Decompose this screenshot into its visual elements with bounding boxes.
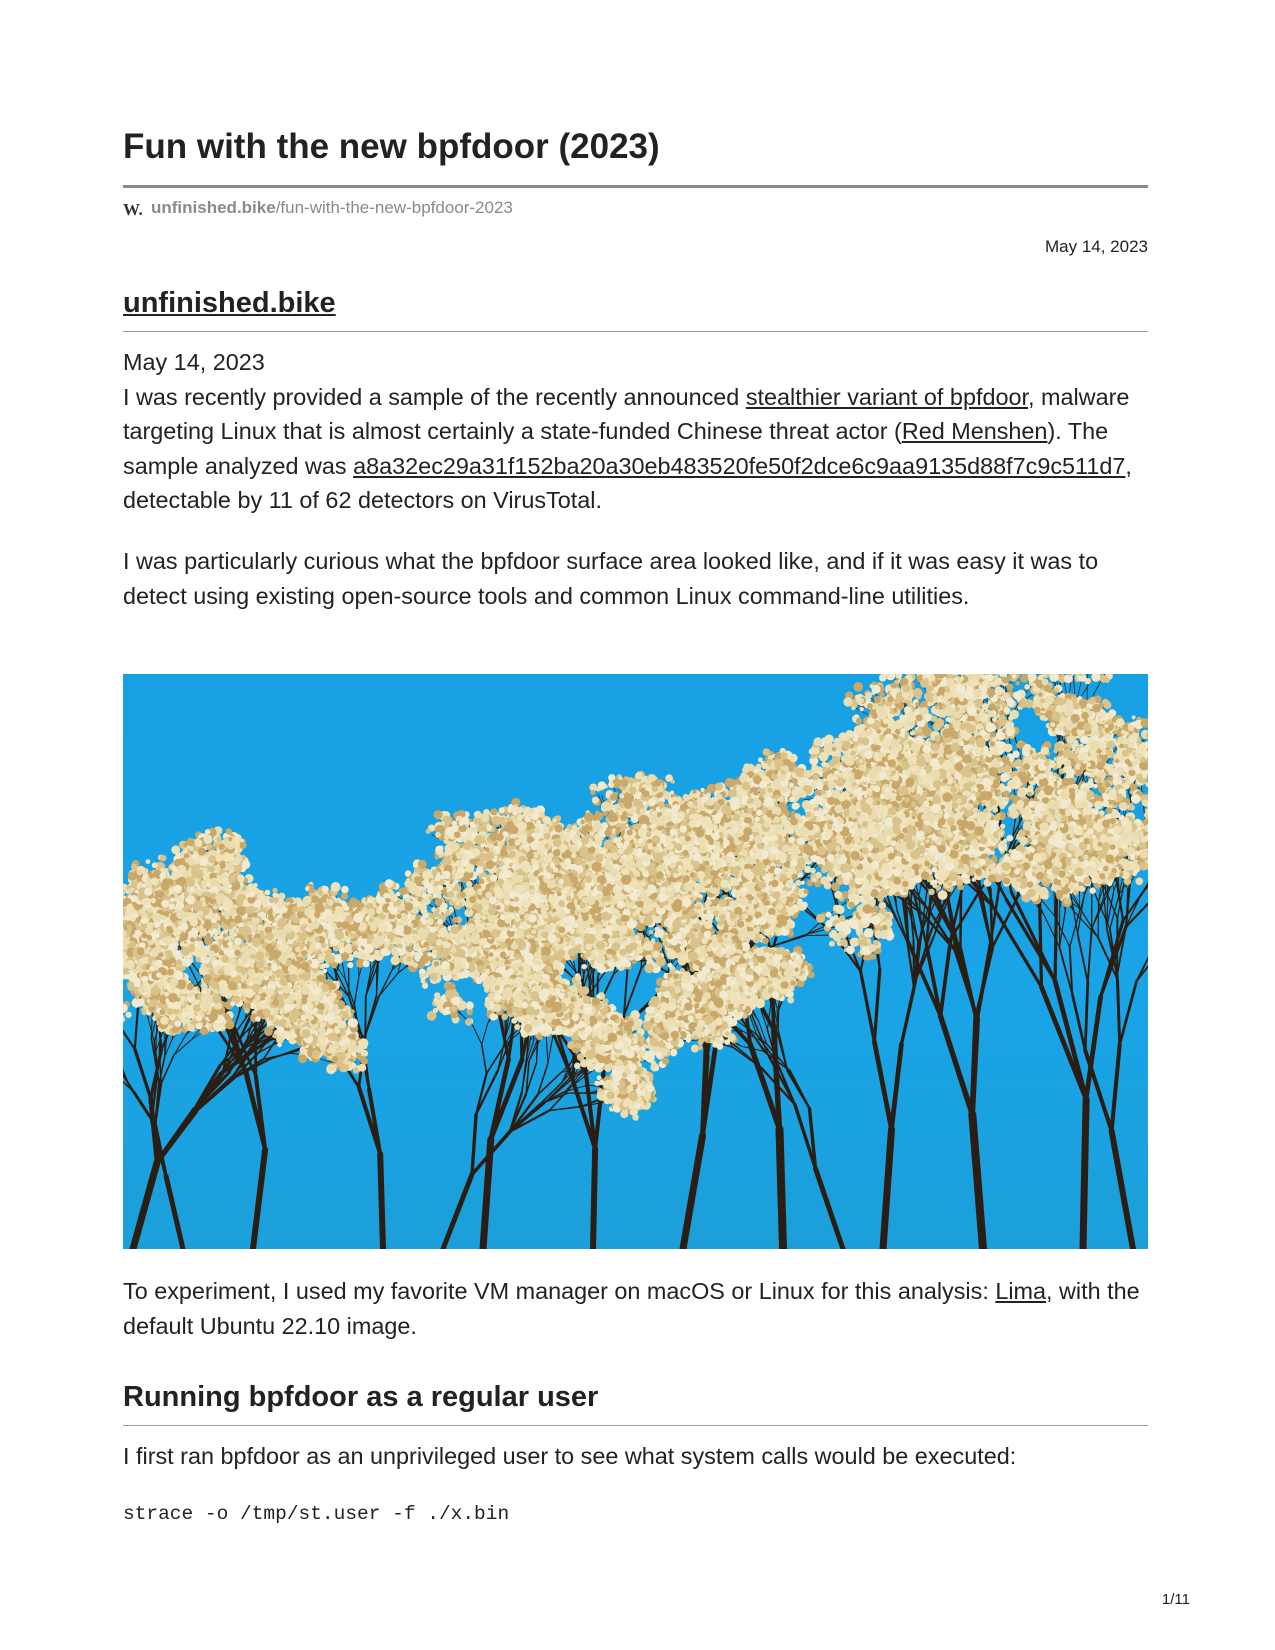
site-name-link[interactable]: unfinished.bike	[123, 285, 336, 321]
section-heading: Running bpfdoor as a regular user	[123, 1379, 598, 1415]
title-divider	[123, 185, 1148, 188]
red-menshen-link[interactable]: Red Menshen	[902, 418, 1048, 444]
header-date: May 14, 2023	[1045, 236, 1148, 258]
source-url[interactable]	[123, 197, 513, 219]
intro-text-4: , detectable by 11 of 62 detectors on VirusTotal.	[123, 453, 1132, 514]
stealthier-variant-link[interactable]: stealthier variant of bpfdoor	[746, 384, 1028, 410]
lima-paragraph-block	[123, 1274, 1148, 1343]
page-number: 1/11	[1162, 1591, 1190, 1608]
code-block: strace -o /tmp/st.user -f ./x.bin	[123, 1502, 509, 1526]
intro-paragraph	[123, 380, 1148, 518]
wayback-logo-icon: W.	[123, 200, 147, 220]
tree-branches-icon	[123, 674, 1148, 1249]
intro-text-2: , malware targeting Linux that is almost certainly a state-funded Chinese threat actor (	[123, 384, 1129, 445]
article-hero-image	[123, 674, 1148, 1249]
sample-hash-link[interactable]: a8a32ec29a31f152ba20a30eb483520fe50f2dce6c9aa9135d88f7c9c511d7	[353, 453, 1125, 479]
article-date: May 14, 2023	[123, 345, 1148, 380]
section-divider	[123, 1425, 1148, 1426]
article-body	[123, 345, 1148, 613]
lima-link[interactable]: Lima	[995, 1278, 1046, 1304]
section-text: I first ran bpfdoor as an unprivileged user to see what system calls would be executed:	[123, 1439, 1016, 1474]
lima-paragraph	[123, 1274, 1148, 1343]
site-divider	[123, 331, 1148, 332]
curiosity-paragraph: I was particularly curious what the bpfdoor surface area looked like, and if it was easy it was to detect using existing open-source tools and common Linux command-line utilities.	[123, 544, 1148, 613]
source-domain: unfinished.bike	[151, 198, 276, 218]
intro-text-3: ). The sample analyzed was	[123, 418, 1108, 479]
intro-text-1: I was recently provided a sample of the recently announced	[123, 384, 746, 410]
document-title: Fun with the new bpfdoor (2023)	[123, 126, 660, 168]
lima-text-2: , with the default Ubuntu 22.10 image.	[123, 1278, 1140, 1339]
source-path: /fun-with-the-new-bpfdoor-2023	[276, 198, 513, 218]
lima-text-1: To experiment, I used my favorite VM manager on macOS or Linux for this analysis:	[123, 1278, 995, 1304]
